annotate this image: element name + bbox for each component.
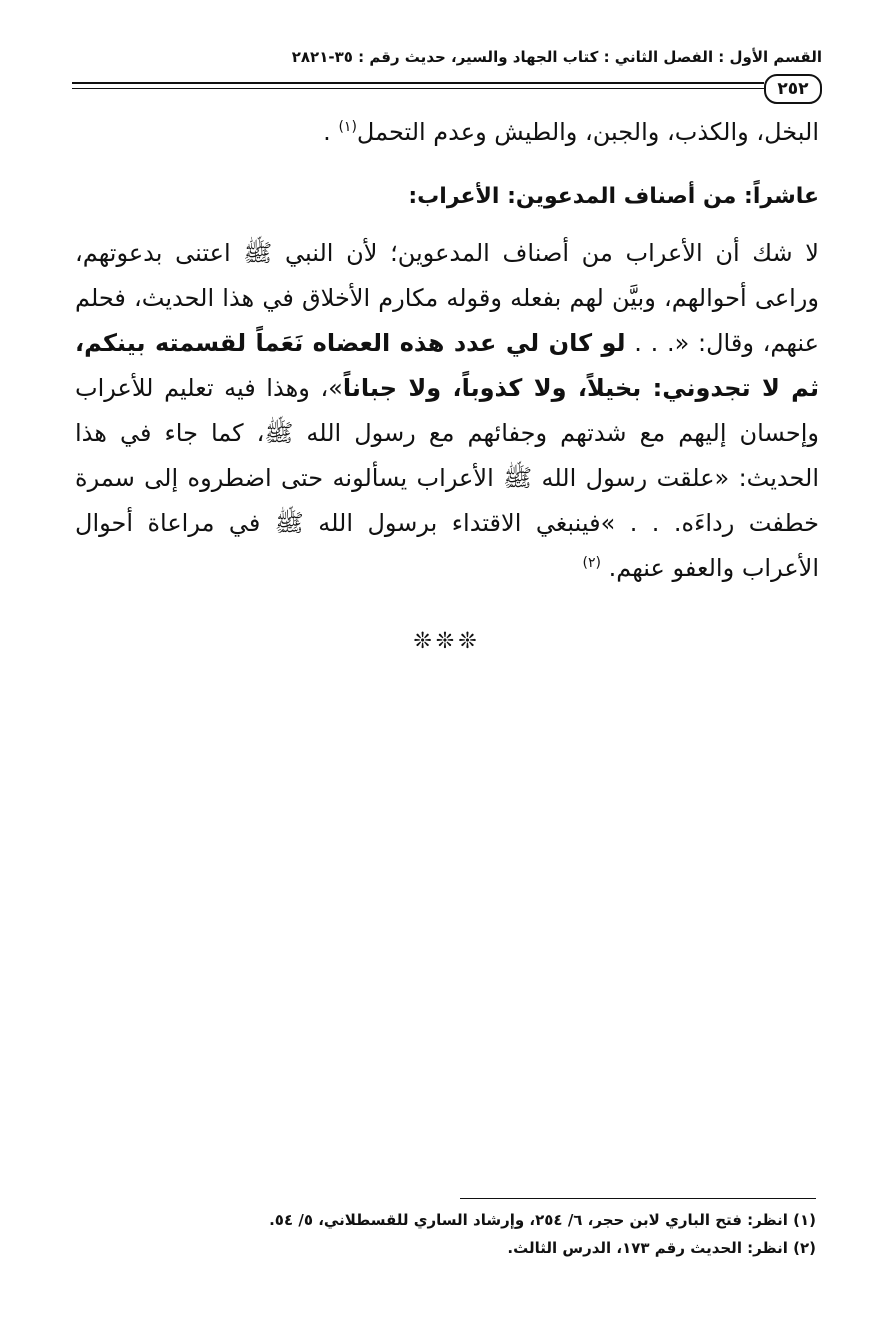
header-rule: [72, 82, 764, 89]
footnote-2: (٢) انظر: الحديث رقم ١٧٣، الدرس الثالث.: [507, 1239, 816, 1257]
hadith-quote: لو كان لي عدد هذه العضاه نَعَماً لقسمته بينكم، ثم لا تجدوني: بخيلاً، ولا كذوباً، ولا جباناً: [75, 329, 819, 402]
paragraph-part-2: »، وهذا فيه تعليم للأعراب وإحسان إليهم مع شدتهم وجفائهم مع رسول الله ﷺ، كما جاء في هذا الحديث: «علقت رسول الله ﷺ الأعراب يسألونه حتى اضطروه إلى سمرة خطفت رداءَه. . . »فينبغي الاقتداء برسول الله ﷺ في مراعاة أحوال الأعراب والعفو عنهم.: [75, 374, 819, 582]
footnote-1: (١) انظر: فتح الباري لابن حجر، ٦/ ٢٥٤، وإرشاد الساري للقسطلاني، ٥/ ٥٤.: [269, 1211, 816, 1229]
footnote-ref-1: (١): [338, 119, 357, 135]
footnotes: [78, 1206, 816, 1262]
paragraph-part-1: لا شك أن الأعراب من أصناف المدعوين؛ لأن النبي ﷺ اعتنى بدعوتهم، وراعى أحوالهم، وبيَّن لهم بفعله وقوله مكارم الأخلاق في هذا الحديث، فحلم عنهم، وقال: «. . .: [75, 239, 819, 357]
intro-paragraph: [75, 110, 819, 155]
main-paragraph: [75, 231, 819, 591]
section-separator: ❊❊❊: [413, 629, 481, 654]
section-heading: عاشراً: من أصناف المدعوين: الأعراب:: [408, 184, 819, 209]
footnote-rule: [460, 1198, 816, 1199]
running-header: القسم الأول : الفصل الثاني : كتاب الجهاد والسير، حديث رقم : ٣٥-٢٨٢١: [291, 48, 822, 66]
intro-line: البخل، والكذب، والجبن، والطيش وعدم التحمل: [356, 118, 819, 146]
page-number: ٢٥٢: [764, 74, 822, 104]
footnote-ref-2: (٢): [582, 555, 601, 571]
main-text: [75, 110, 819, 654]
intro-end: .: [323, 118, 331, 146]
